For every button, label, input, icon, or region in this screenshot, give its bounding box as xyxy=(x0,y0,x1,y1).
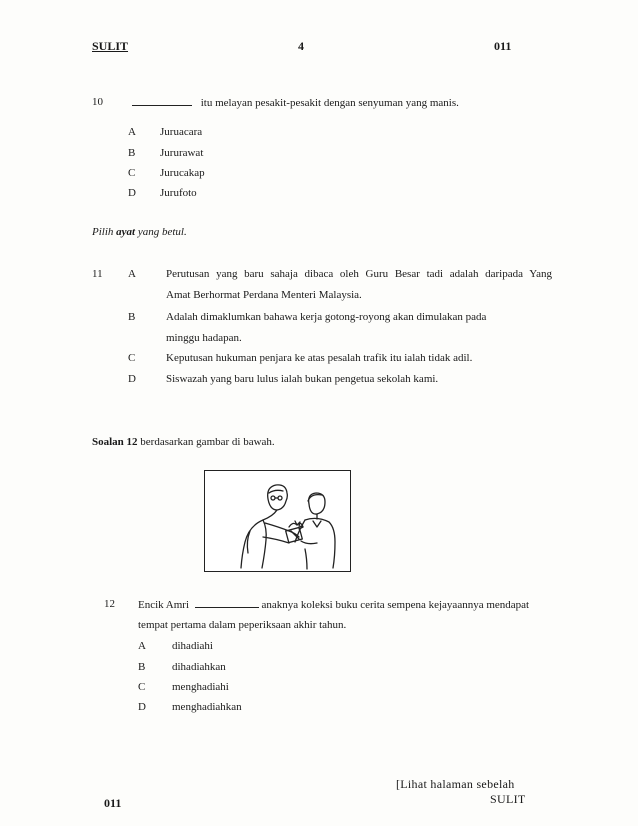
q12-option-letter: C xyxy=(138,681,146,693)
section12-intro-bold: Soalan 12 xyxy=(92,436,138,448)
q10-option-text: Jururawat xyxy=(160,147,204,159)
q11-number: 11 xyxy=(92,268,103,280)
q12-stem-before: Encik Amri xyxy=(138,599,190,611)
q11-option-letter: D xyxy=(128,373,136,385)
header-code: 011 xyxy=(494,39,512,53)
q12-stem-after: anaknya koleksi buku cerita sempena kejayaannya mendapat xyxy=(261,599,530,611)
footer-code: 011 xyxy=(104,796,122,810)
header-page-number: 4 xyxy=(298,39,304,53)
footer-next-page-note: [Lihat halaman sebelah xyxy=(396,777,515,791)
q12-option-letter: B xyxy=(138,661,146,673)
q11-option-a-line1: Perutusan yang baru sahaja dibaca oleh Guru Besar tadi adalah daripada Yang xyxy=(166,268,552,280)
q12-number: 12 xyxy=(104,598,115,610)
instruction-part: yang betul. xyxy=(135,226,187,238)
q12-stem-line2: tempat pertama dalam peperiksaan akhir tahun. xyxy=(138,619,347,631)
q11-option-letter: A xyxy=(128,268,136,280)
section12-intro xyxy=(92,436,275,448)
q12-option-letter: D xyxy=(138,701,146,713)
q10-option-letter: A xyxy=(128,126,136,138)
q10-option-text: Juruacara xyxy=(160,126,203,138)
q12-option-letter: A xyxy=(138,640,146,652)
q12-option-text: menghadiahi xyxy=(172,681,229,693)
instruction-emphasis: ayat xyxy=(116,226,136,238)
q11-option-b-line1: Adalah dimaklumkan bahawa kerja gotong-royong akan dimulakan pada xyxy=(166,311,487,323)
q11-option-a-line2: Amat Berhormat Perdana Menteri Malaysia. xyxy=(166,289,362,301)
q11-option-d-line1: Siswazah yang baru lulus ialah bukan pengetua sekolah kami. xyxy=(166,373,439,385)
q11-option-b-line2: minggu hadapan. xyxy=(166,332,242,344)
instruction-part: Pilih xyxy=(92,226,117,238)
q10-option-letter: D xyxy=(128,187,136,199)
footer-classification: SULIT xyxy=(490,792,526,806)
header-classification: SULIT xyxy=(92,39,129,53)
q10-stem-text: itu melayan pesakit-pesakit dengan senyuman yang manis. xyxy=(200,97,459,109)
q10-option-text: Jurucakap xyxy=(160,167,205,179)
q12-blank xyxy=(195,598,259,608)
q10-option-text: Jurufoto xyxy=(160,187,197,199)
q11-option-c-line1: Keputusan hukuman penjara ke atas pesalah trafik itu ialah tidak adil. xyxy=(166,352,473,364)
q11-option-letter: C xyxy=(128,352,136,364)
q10-blank xyxy=(132,96,192,106)
q10-option-letter: B xyxy=(128,147,136,159)
section12-intro-rest: berdasarkan gambar di bawah. xyxy=(137,436,275,448)
instruction-text xyxy=(92,226,187,238)
teacher-giving-gift-illustration xyxy=(204,470,351,572)
q12-option-text: dihadiahkan xyxy=(172,661,226,673)
q10-stem xyxy=(132,96,459,109)
q11-option-letter: B xyxy=(128,311,136,323)
q12-stem xyxy=(138,598,529,611)
q10-number: 10 xyxy=(92,96,103,108)
q12-option-text: menghadiahkan xyxy=(172,701,242,713)
q12-option-text: dihadiahi xyxy=(172,640,213,652)
gift-scene-icon xyxy=(205,471,350,571)
q10-option-letter: C xyxy=(128,167,136,179)
